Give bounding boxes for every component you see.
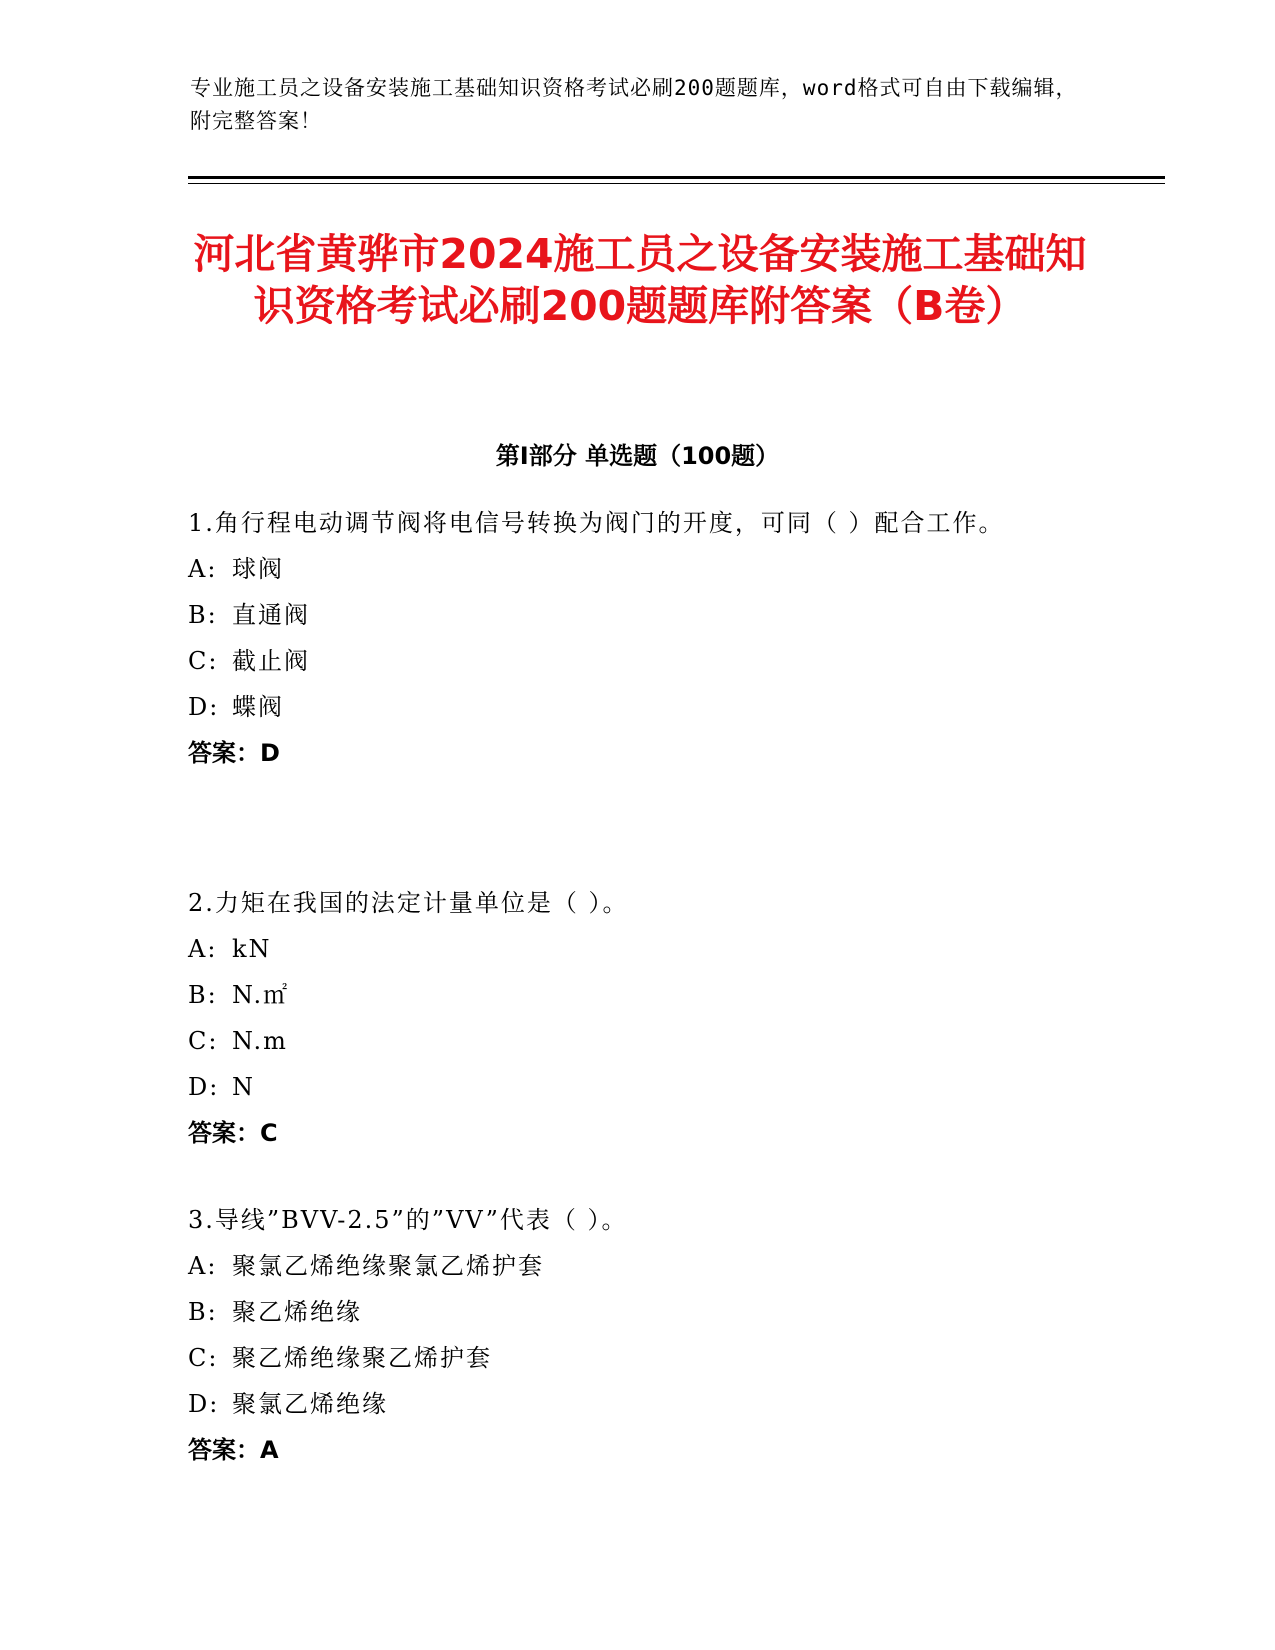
document-title: 河北省黄骅市2024施工员之设备安装施工基础知识资格考试必刷200题题库附答案（B卷） (193, 230, 1087, 330)
question-stem: 2.力矩在我国的法定计量单位是（ ）。 (188, 889, 629, 917)
header-rule-thin (188, 183, 1165, 184)
question-stem: 3.导线”BVV-2.5”的”VV”代表（ ）。 (188, 1206, 628, 1234)
option-a (188, 546, 1088, 592)
header-rule-thick (188, 176, 1165, 179)
option-d (188, 1064, 1088, 1110)
option-letter: D: (188, 1390, 220, 1418)
option-c (188, 638, 1088, 684)
option-text: 聚乙烯绝缘聚乙烯护套 (232, 1344, 492, 1372)
option-text: 聚氯乙烯绝缘聚氯乙烯护套 (232, 1252, 544, 1280)
option-d (188, 684, 1088, 730)
option-a (188, 926, 1088, 972)
option-text: 蝶阀 (232, 693, 284, 721)
option-b (188, 972, 1088, 1018)
option-letter: C: (188, 1344, 219, 1372)
option-text: 球阀 (232, 555, 284, 583)
header-note: 专业施工员之设备安装施工基础知识资格考试必刷200题题库，word格式可自由下载编辑，附完整答案！ (190, 76, 1078, 133)
question-stem: 1.角行程电动调节阀将电信号转换为阀门的开度，可同（ ）配合工作。 (188, 509, 1005, 537)
option-letter: A: (188, 555, 218, 583)
answer: 答案：C (188, 1119, 278, 1147)
option-text: 聚氯乙烯绝缘 (232, 1390, 388, 1418)
option-letter: D: (188, 1073, 220, 1101)
option-b (188, 592, 1088, 638)
option-text: N (232, 1073, 255, 1101)
option-c (188, 1018, 1088, 1064)
option-letter: A: (188, 1252, 218, 1280)
option-c (188, 1335, 1088, 1381)
answer: 答案：D (188, 739, 280, 767)
option-letter: D: (188, 693, 220, 721)
section-title: 第Ⅰ部分 单选题（100题） (495, 442, 780, 470)
option-letter: C: (188, 1027, 219, 1055)
option-letter: A: (188, 935, 218, 963)
option-letter: B: (188, 981, 218, 1009)
question-1 (188, 500, 1088, 776)
question-2 (188, 880, 1088, 1156)
option-text: 直通阀 (232, 601, 310, 629)
question-3 (188, 1197, 1088, 1473)
option-letter: B: (188, 1298, 218, 1326)
answer: 答案：A (188, 1436, 279, 1464)
option-text: N.m (232, 1027, 288, 1055)
option-text: kN (232, 935, 272, 963)
option-d (188, 1381, 1088, 1427)
option-text: 截止阀 (232, 647, 310, 675)
option-text: N.㎡ (232, 981, 290, 1009)
option-text: 聚乙烯绝缘 (232, 1298, 362, 1326)
option-letter: C: (188, 647, 219, 675)
option-a (188, 1243, 1088, 1289)
option-b (188, 1289, 1088, 1335)
option-letter: B: (188, 601, 218, 629)
